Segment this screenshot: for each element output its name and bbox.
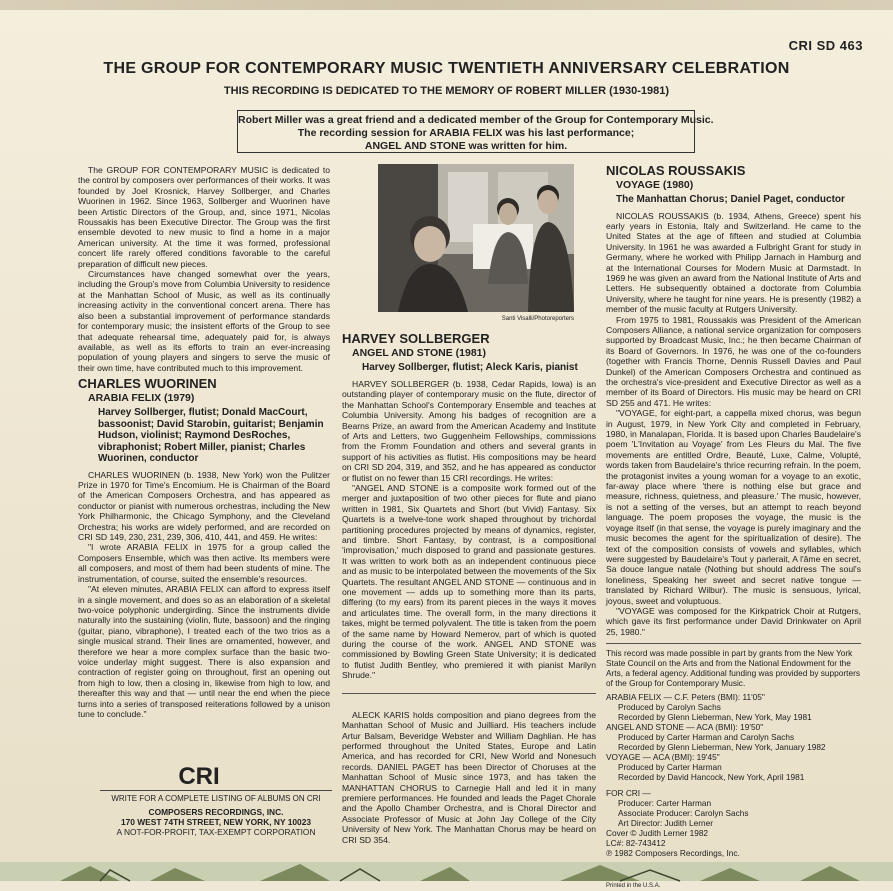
credits-line: Produced by Carter Harman and Carolyn Sachs — [618, 732, 795, 743]
credits-line: Recorded by Glenn Lieberman, New York, January 1982 — [618, 742, 826, 753]
memorial-box — [237, 110, 714, 153]
roussakis-paragraph: "VOYAGE, for eight-part, a cappella mixed chorus, was begun in August, 1979, in New York City and completed in February, 1980, in Manalapan, Florida. It is based upon Charles Baudelaire's poem 'L'Invitation au Voyage' from Les Fleurs du Mal. The five movements are entitled Ordre, Beauté, Luxe, Calme, Volupté, words taken from Baudelaire's thrice recurring refrain. In the poem, the protagonist invites a young woman for a voyage to an exotic, far-away place where 'there is nothing else but grace and measure, richness, quietness, and pleasure.' The music, however, is not a setting of the verses, but an attempt to reach beyond language. The poem proposes the voyage, the music is the voyage itself (in that sense, the voyage is purely imaginary and the music becomes the agent for the spiritualization of desire). The text of the composition consists of vowels and syllables, which were suggested by Baudelaire's Tout y parlerait, A l'âme en secret, Sa douce langue natale (Nothing but should address The soul's loneliness, Speaking her sweet and secret native tongue — translated by Richard Wilbur). The music is sensuous, lyrical, joyous, sweet and voluptuous. — [606, 408, 861, 606]
for-cri-line: LC#: 82-743412 — [606, 838, 666, 849]
sollberger-paragraph: HARVEY SOLLBERGER (b. 1938, Cedar Rapids, Iowa) is an outstanding player of contemporary music on the flute, director of the Manhattan School's Contemporary Ensemble and teaches at Columbia University. Among his badges of recognition are a Bearns Prize, an award from the American Academy and Institute of Arts and Letters, two Guggenheim Fellowships, commissions from the Fromm Foundation and others and several grants in support of his activities as flutist. His compositions may be heard on CRI SD 204, 319, and 352, and he has appeared as conductor or flutist on no fewer than 15 CRI recordings. He writes: — [342, 378, 596, 483]
credits-line: ANGEL AND STONE — ACA (BMI): 19'50" — [606, 722, 764, 733]
section-divider — [342, 693, 596, 694]
wuorinen-paragraph: "At eleven minutes, ARABIA FELIX can afford to express itself in a single movement, and does so as an elaboration of a skeletal two-voice polyphonic undergirding. Since the instruments divide naturally into the sustaining (violin, flute, bassoon) and the ringing (guitar, piano, vibraphone), I treated each of the two trios as a single musical strand. Their lines are ornamented, however, and therefore we hear a more complex surface than the basic two-voice underlay might suggest. There is also expansion and contraction of register going on throughout, first an opening out from high to low, then a closing in, likewise from high to low, and thereafter this way and that — until near the end when the piece turns into a series of transposed reiterations followed by a unison tune to conclude." — [78, 584, 330, 719]
cri-credits — [606, 788, 861, 858]
roussakis-paragraph: "VOYAGE was composed for the Kirkpatrick Choir at Rutgers, which gave its first performance under David Drinkwater on April 25, 1980." — [606, 605, 861, 637]
column-right — [606, 164, 861, 891]
composer-heading-roussakis: NICOLAS ROUSSAKIS — [606, 163, 746, 178]
company-note: A NOT-FOR-PROFIT, TAX-EXEMPT CORPORATION — [116, 827, 316, 837]
credits-line: Produced by Carolyn Sachs — [618, 702, 721, 713]
funding-note: This record was made possible in part by grants from the New York State Council on the Arts and from the National Endowment for the Arts, a federal agency. Additional funding was provided by supporters of the Group for Contemporary Music. — [606, 648, 860, 689]
performers-arabia-felix: Harvey Sollberger, flutist; Donald MacCourt, bassoonist; David Starobin, guitarist; Benjamin Hudson, violinist; Raymond DesRoches, vibraphonist; Robert Miller, pianist; Charles Wuorinen, conductor — [98, 407, 324, 465]
write-for-listing: WRITE FOR A COMPLETE LISTING OF ALBUMS ON CRI — [100, 790, 332, 803]
work-title-angel-and-stone: ANGEL AND STONE (1981) — [352, 347, 487, 360]
company-name: COMPOSERS RECORDINGS, INC. — [148, 807, 284, 817]
credits-line: Recorded by Glenn Lieberman, New York, May 1981 — [618, 712, 812, 723]
roussakis-paragraph: NICOLAS ROUSSAKIS (b. 1934, Athens, Greece) spent his early years in Estonia, Italy and Switzerland. He came to the United States at the age of fifteen and studied at Columbia University. In 1961 he was awarded a Fulbright Grant for study in Germany, where he worked with Philipp Jarnach in Hamburg and at the International Courses for Modern Music at Darmstadt. In 1969 he was given an award from the National Institute of Arts and Letters. He subsequently obtained a doctorate from Columbia University, where he taught for nine years. He is presently (1982) a member of the music faculty at Rutgers University. — [606, 210, 861, 315]
for-cri-line: Art Director: Judith Lerner — [618, 818, 713, 829]
cover-art-pattern — [0, 862, 893, 881]
composer-heading-wuorinen: CHARLES WUORINEN — [78, 376, 217, 392]
credits-line: VOYAGE — ACA (BMI): 19'45" — [606, 752, 720, 763]
for-cri-line: ℗ 1982 Composers Recordings, Inc. — [606, 848, 740, 859]
track-credits — [606, 692, 861, 782]
for-cri-line: FOR CRI — — [606, 788, 651, 799]
memorial-line: The recording session for ARABIA FELIX was his last performance; — [297, 127, 635, 139]
company-street: 170 WEST 74TH STREET, NEW YORK, NY 10023 — [120, 817, 312, 827]
work-title-arabia-felix: ARABIA FELIX (1979) — [88, 392, 195, 405]
composer-photo-image — [378, 164, 574, 312]
sollberger-paragraph: "ANGEL AND STONE is a composite work formed out of the merger and juxtaposition of two other pieces for flute and piano written in 1981, Six Quartets and Short (but Vivid) Fantasy. Six Quartets is a twelve-tone work shaped throughout by trichordal partitioning procedures projected by means of dynamics, register, and timbre. Short Fantasy, by contrast, is a compositional 'improvisation,' much disposed to grand and passionate gestures. It was written to work both as an independent continuous piece and as music to be interpolated between the movements of the Six Quartets. The resultant ANGEL AND STONE — continuous and in one movement — adds up to something more than its parts, differing (to my ears) from its parent pieces in the ways it moves and articulates time. The overall form, in the many directions it takes, might be termed polyvalent. The title is taken from the poem of the same name by Howard Nemerov, part of which is quoted during the course of the work. ANGEL AND STONE was commissioned by Bowling Green State University; it is dedicated to flutist Judith Bentley, who premiered it with pianist Marilyn Shrude." — [342, 482, 596, 681]
for-cri-line: Producer: Carter Harman — [618, 798, 712, 809]
performers-bio-paragraph: ALECK KARIS holds composition and piano degrees from the Manhattan School of Music and Juilliard. His teachers include Artur Balsam, Beveridge Webster and William Daghlian. He has performed throughout the United States, Europe and Latin America, and has recorded for CRI, New World and Nonesuch records. DANIEL PAGET has been Director of Choruses at the Manhattan School of Music since 1973, and has taken the MANHATTAN CHORUS to Carnegie Hall and led it in many premiere performances. He founded and leads the Paget Chorale and the Apollo Chamber Orchestra, and is Choral Director and Associate Professor of Music at John Jay College of the City University of New York. The Manhattan Chorus may be heard on CRI SD 354. — [342, 709, 596, 845]
intro-paragraph: Circumstances have changed somewhat over the years, including the Group's move from Columbia University to residence at the Manhattan School of Music, as well as its continually increasing activity in the conventional concert arena. There has also been a substantial improvement of performance standards for contemporary music; the insistent efforts of the Group to see that adequate rehearsal time, adequately paid for, is always available, as well as its efforts to train an ever-increasing population of young players and singers to serve the music of their own time, have contributed much to this improvement. — [78, 269, 330, 373]
performers-voyage: The Manhattan Chorus; Daniel Paget, conductor — [616, 194, 845, 205]
for-cri-line: Cover © Judith Lerner 1982 — [606, 828, 709, 839]
memorial-line: ANGEL AND STONE was written for him. — [364, 140, 568, 152]
catalog-number: CRI SD 463 — [788, 38, 863, 53]
column-left — [78, 165, 330, 719]
dedication-line: THIS RECORDING IS DEDICATED TO THE MEMORY OF ROBERT MILLER (1930-1981) — [223, 85, 670, 97]
roussakis-paragraph: From 1975 to 1981, Roussakis was President of the American Composers Alliance, a national service organization for composers supported by Broadcast Music, Inc.; he then became Chairman of its Board of Governors. In 1976, he was one of the co-founders (together with Francis Thorne, Dennis Russell Davies and Paul Dunkel) of the American Composers Orchestra and continued as the orchestra's vice-president and Executive Director as well as a member of its Board of Directors. His music may be heard on CRI SD 255 and 471. He writes: — [606, 314, 861, 408]
logo-text: CRI — [178, 763, 220, 790]
page-title: THE GROUP FOR CONTEMPORARY MUSIC TWENTIETH ANNIVERSARY CELEBRATION — [103, 60, 790, 77]
intro-paragraph: The GROUP FOR CONTEMPORARY MUSIC is dedicated to the control by composers over performances of their works. It was founded by Joel Krosnick, Harvey Sollberger, and Charles Wuorinen in 1962. Since 1963, Sollberger and Wuorinen have been Artistic Directors of the Group, and, since 1971, Nicolas Roussakis has been Executive Director. The Group was the first ensemble devoted to new music to find a home in a major American university. At the time it was formed, professional concert life rarely offered conditions favorable to the careful preparation of difficult new pieces. — [78, 165, 330, 269]
credits-line: Produced by Carter Harman — [618, 762, 722, 773]
wuorinen-paragraph: CHARLES WUORINEN (b. 1938, New York) won the Pulitzer Prize in 1970 for Time's Encomium. He is Chairman of the Board of the American Composers Orchestra, and has appeared as conductor or pianist with numerous orchestras, including the New York Philharmonic, the Chicago Symphony, and the Cleveland Orchestra; his works are widely performed, and are recorded on CRI SD 149, 230, 231, 239, 306, 410, 441, and 459. He writes: — [78, 469, 330, 543]
performers-angel-and-stone: Harvey Sollberger, flutist; Aleck Karis, pianist — [362, 362, 578, 374]
wuorinen-paragraph: "I wrote ARABIA FELIX in 1975 for a group called the Composers Ensemble, which was then active. Its members were all composers, and most of them had been students of mine. The instrumentation, of course, suited the ensemble's resources. — [78, 542, 330, 584]
work-title-voyage: VOYAGE (1980) — [616, 179, 694, 191]
cover-art-strip — [0, 862, 893, 881]
composer-heading-sollberger: HARVEY SOLLBERGER — [342, 331, 490, 347]
section-divider — [606, 643, 861, 644]
photo-credit: Santi Visalli/Photoreporters — [501, 316, 574, 322]
company-address — [100, 807, 332, 837]
column-middle — [342, 164, 596, 845]
composer-photo — [378, 164, 574, 312]
memorial-line: Robert Miller was a great friend and a dedicated member of the Group for Contemporary Music. — [238, 114, 714, 126]
cri-logo — [178, 762, 220, 790]
printed-in: Printed in the U.S.A. — [606, 883, 661, 890]
credits-line: ARABIA FELIX — C.F. Peters (BMI): 11'05" — [606, 692, 765, 703]
credits-line: Recorded by David Hancock, New York, April 1981 — [618, 772, 805, 783]
sleeve-top-edge — [0, 0, 893, 10]
for-cri-line: Associate Producer: Carolyn Sachs — [618, 808, 749, 819]
